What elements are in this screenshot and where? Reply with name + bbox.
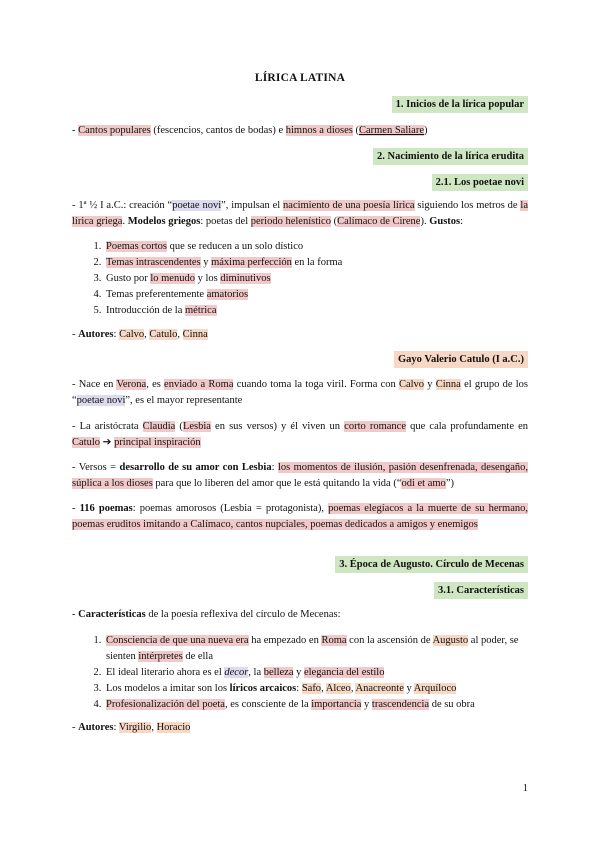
bold-text: Modelos griegos <box>127 216 201 227</box>
text: ”, impulsan el <box>221 200 284 211</box>
paragraph-autores-1 <box>72 327 528 343</box>
text-run: para que lo liberen del amor que le está quitando la vida (“ <box>152 478 402 489</box>
text-run: Temas preferentemente <box>106 289 207 300</box>
paragraph-caracteristicas <box>72 607 528 623</box>
list-item <box>104 681 544 697</box>
text-run: Lesbia <box>182 421 211 432</box>
text-run: máxima perfección <box>211 257 292 268</box>
text-run: lo menudo <box>150 273 195 284</box>
list-caracteristicas <box>86 633 544 713</box>
paragraph-versos <box>72 460 528 492</box>
highlight: Calímaco de Cirene <box>337 216 421 227</box>
text-run: Temas intrascendentes <box>106 257 201 268</box>
heading-2-1: 2.1. Los poetae novi <box>432 174 528 191</box>
list-item <box>104 633 544 665</box>
list-gustos <box>86 239 544 319</box>
text-run: belleza <box>263 667 294 678</box>
text: (fescencios, cantos de bodas) e <box>150 125 286 136</box>
bold-text: Autores <box>78 329 114 340</box>
text-run: odi et amo <box>401 478 446 489</box>
bold-text: Gustos <box>429 216 461 227</box>
text-run: intérpretes <box>138 651 183 662</box>
text-run: y los <box>194 273 221 284</box>
text-run: - La aristócrata <box>72 421 143 432</box>
list-item <box>104 255 544 271</box>
text: : poetas del <box>200 216 251 227</box>
text-run: con la ascensión de <box>346 635 433 646</box>
text-run: y <box>200 257 212 268</box>
text-run: diminutivos <box>220 273 271 284</box>
text-run: Virgilio <box>118 722 152 733</box>
text-run: desarrollo de su amor con Lesbia <box>119 462 272 473</box>
text-run: el grupo de los “ <box>72 379 529 406</box>
text-run: poemas elegíacos a la muerte de su hermano, poemas eruditos imitando a Calímaco, cantos nupciales, poemas dedicados a amigos y enemigos <box>72 503 528 530</box>
text-run: y <box>293 667 304 678</box>
highlight: Catulo <box>149 329 178 340</box>
highlight: poetae novi <box>172 200 222 211</box>
text-run: , <box>350 683 356 694</box>
highlight: Calvo <box>119 329 145 340</box>
text-run: El ideal literario ahora es el <box>106 667 225 678</box>
list-item <box>104 271 544 287</box>
text: - <box>72 125 79 136</box>
text-run: , la <box>248 667 264 678</box>
text-run: Safo <box>301 683 322 694</box>
text-run: elegancia del estilo <box>303 667 385 678</box>
text-run: corto romance <box>344 421 407 432</box>
text-run: en la forma <box>291 257 343 268</box>
paragraph-poetae-novi <box>72 198 528 230</box>
list-item <box>104 239 544 255</box>
text-run: ha empezado en <box>248 635 322 646</box>
highlight: Cinna <box>182 329 208 340</box>
heading-3: 3. Época de Augusto. Círculo de Mecenas <box>335 556 528 573</box>
list-item <box>104 303 544 319</box>
text: ( <box>352 125 359 136</box>
text-run: Calvo <box>398 379 425 390</box>
text-run: Claudia <box>142 421 176 432</box>
heading-2: 2. Nacimiento de la lírica erudita <box>373 148 528 165</box>
text: ). <box>420 216 430 227</box>
text-run: Augusto <box>432 635 469 646</box>
text-run: y <box>424 379 436 390</box>
text-run: y <box>361 699 372 710</box>
text-run: : <box>271 462 278 473</box>
text-run: - Nace en <box>72 379 117 390</box>
text-run: Alceo <box>325 683 351 694</box>
text-run: - <box>72 722 79 733</box>
text-run: principal inspiración <box>114 437 201 448</box>
highlight: periodo helenístico <box>250 216 331 227</box>
text-run: : <box>296 683 302 694</box>
text-run: , <box>321 683 326 694</box>
text-run: decor <box>224 667 249 678</box>
text-run: - <box>72 503 80 514</box>
text-run: enviado a Roma <box>164 379 234 390</box>
text-run: Verona <box>116 379 147 390</box>
highlight: la lírica griega <box>72 200 528 227</box>
list-item <box>104 287 544 303</box>
text: : <box>113 329 120 340</box>
text-run: líricos arcaicos <box>229 683 297 694</box>
heading-catulo: Gayo Valerio Catulo (I a.C.) <box>394 351 528 368</box>
text: : <box>460 216 464 227</box>
text-run: - Versos = <box>72 462 120 473</box>
page-title: LÍRICA LATINA <box>254 72 346 84</box>
text-run: : poemas amorosos (Lesbia = protagonista), <box>132 503 329 514</box>
text: . <box>122 216 128 227</box>
text-run: ”, es el mayor representante <box>125 395 243 406</box>
text-run: al poder, se sienten <box>106 635 519 662</box>
text: ) <box>423 125 428 136</box>
paragraph-nace <box>72 377 528 409</box>
text-run: Características <box>78 609 146 620</box>
paragraph-claudia <box>72 419 528 451</box>
page-number: 1 <box>522 783 528 794</box>
text-run: , <box>151 722 157 733</box>
highlight: Carmen Saliare <box>358 125 424 136</box>
paragraph-cantos <box>72 123 528 139</box>
text: - <box>72 329 79 340</box>
text-run: Profesionalización del poeta <box>106 699 225 710</box>
text-run: Poemas cortos <box>106 241 167 252</box>
text-run: Roma <box>321 635 347 646</box>
text-run: que cala profundamente en <box>406 421 528 432</box>
heading-3-1: 3.1. Características <box>434 582 528 599</box>
list-item <box>104 665 544 681</box>
text-run: métrica <box>185 305 217 316</box>
heading-1: 1. Inicios de la lírica popular <box>392 96 528 113</box>
highlight: nacimiento de una poesía lírica <box>283 200 415 211</box>
text-run: nueva era <box>208 635 249 646</box>
text-run: de ella <box>182 651 214 662</box>
text: , <box>177 329 183 340</box>
text-run: los momentos de ilusión, pasión desenfrenada, desengaño, súplica a los dioses <box>72 462 528 489</box>
text: ( <box>330 216 338 227</box>
text-run: - <box>72 609 79 620</box>
text-run: cuando toma la toga viril. Forma con <box>233 379 399 390</box>
text-run: Arquíloco <box>413 683 457 694</box>
text-run: amatorios <box>206 289 249 300</box>
text-run: Gusto por <box>106 273 151 284</box>
text-run: Catulo <box>72 437 100 448</box>
text-run: de su obra <box>429 699 475 710</box>
text-run: de la poesía reflexiva del círculo de Mecenas: <box>145 609 341 620</box>
text: , <box>144 329 150 340</box>
text-run: ➔ <box>100 437 115 448</box>
text-run: Los modelos a imitar son los <box>106 683 230 694</box>
text-run: Cinna <box>435 379 461 390</box>
text-run: que se reducen a un solo dístico <box>166 241 304 252</box>
text-run: importancia <box>311 699 362 710</box>
text-run: trascendencia <box>371 699 430 710</box>
text-run: , es <box>146 379 165 390</box>
text-run: : <box>113 722 119 733</box>
highlight: Cantos populares <box>78 125 151 136</box>
text-run: Consciencia de que una <box>106 635 209 646</box>
text: - 1ª ½ I a.C.: creación “ <box>72 200 173 211</box>
text-run: ”) <box>445 478 454 489</box>
text-run: 116 poemas <box>79 503 133 514</box>
text: siguiendo los metros de <box>414 200 521 211</box>
text-run: poetae novi <box>76 395 126 406</box>
highlight: himnos a dioses <box>285 125 353 136</box>
text-run: ( <box>175 421 183 432</box>
text-run: en sus versos) y él viven un <box>210 421 345 432</box>
text-run: Introducción de la <box>106 305 186 316</box>
text-run: Autores <box>78 722 114 733</box>
paragraph-116-poemas <box>72 501 528 533</box>
text-run: Anacreonte <box>355 683 404 694</box>
text-run: , es consciente de la <box>224 699 312 710</box>
paragraph-autores-2 <box>72 720 528 736</box>
text-run: Horacio <box>156 722 191 733</box>
list-item <box>104 697 544 713</box>
text-run: y <box>403 683 414 694</box>
